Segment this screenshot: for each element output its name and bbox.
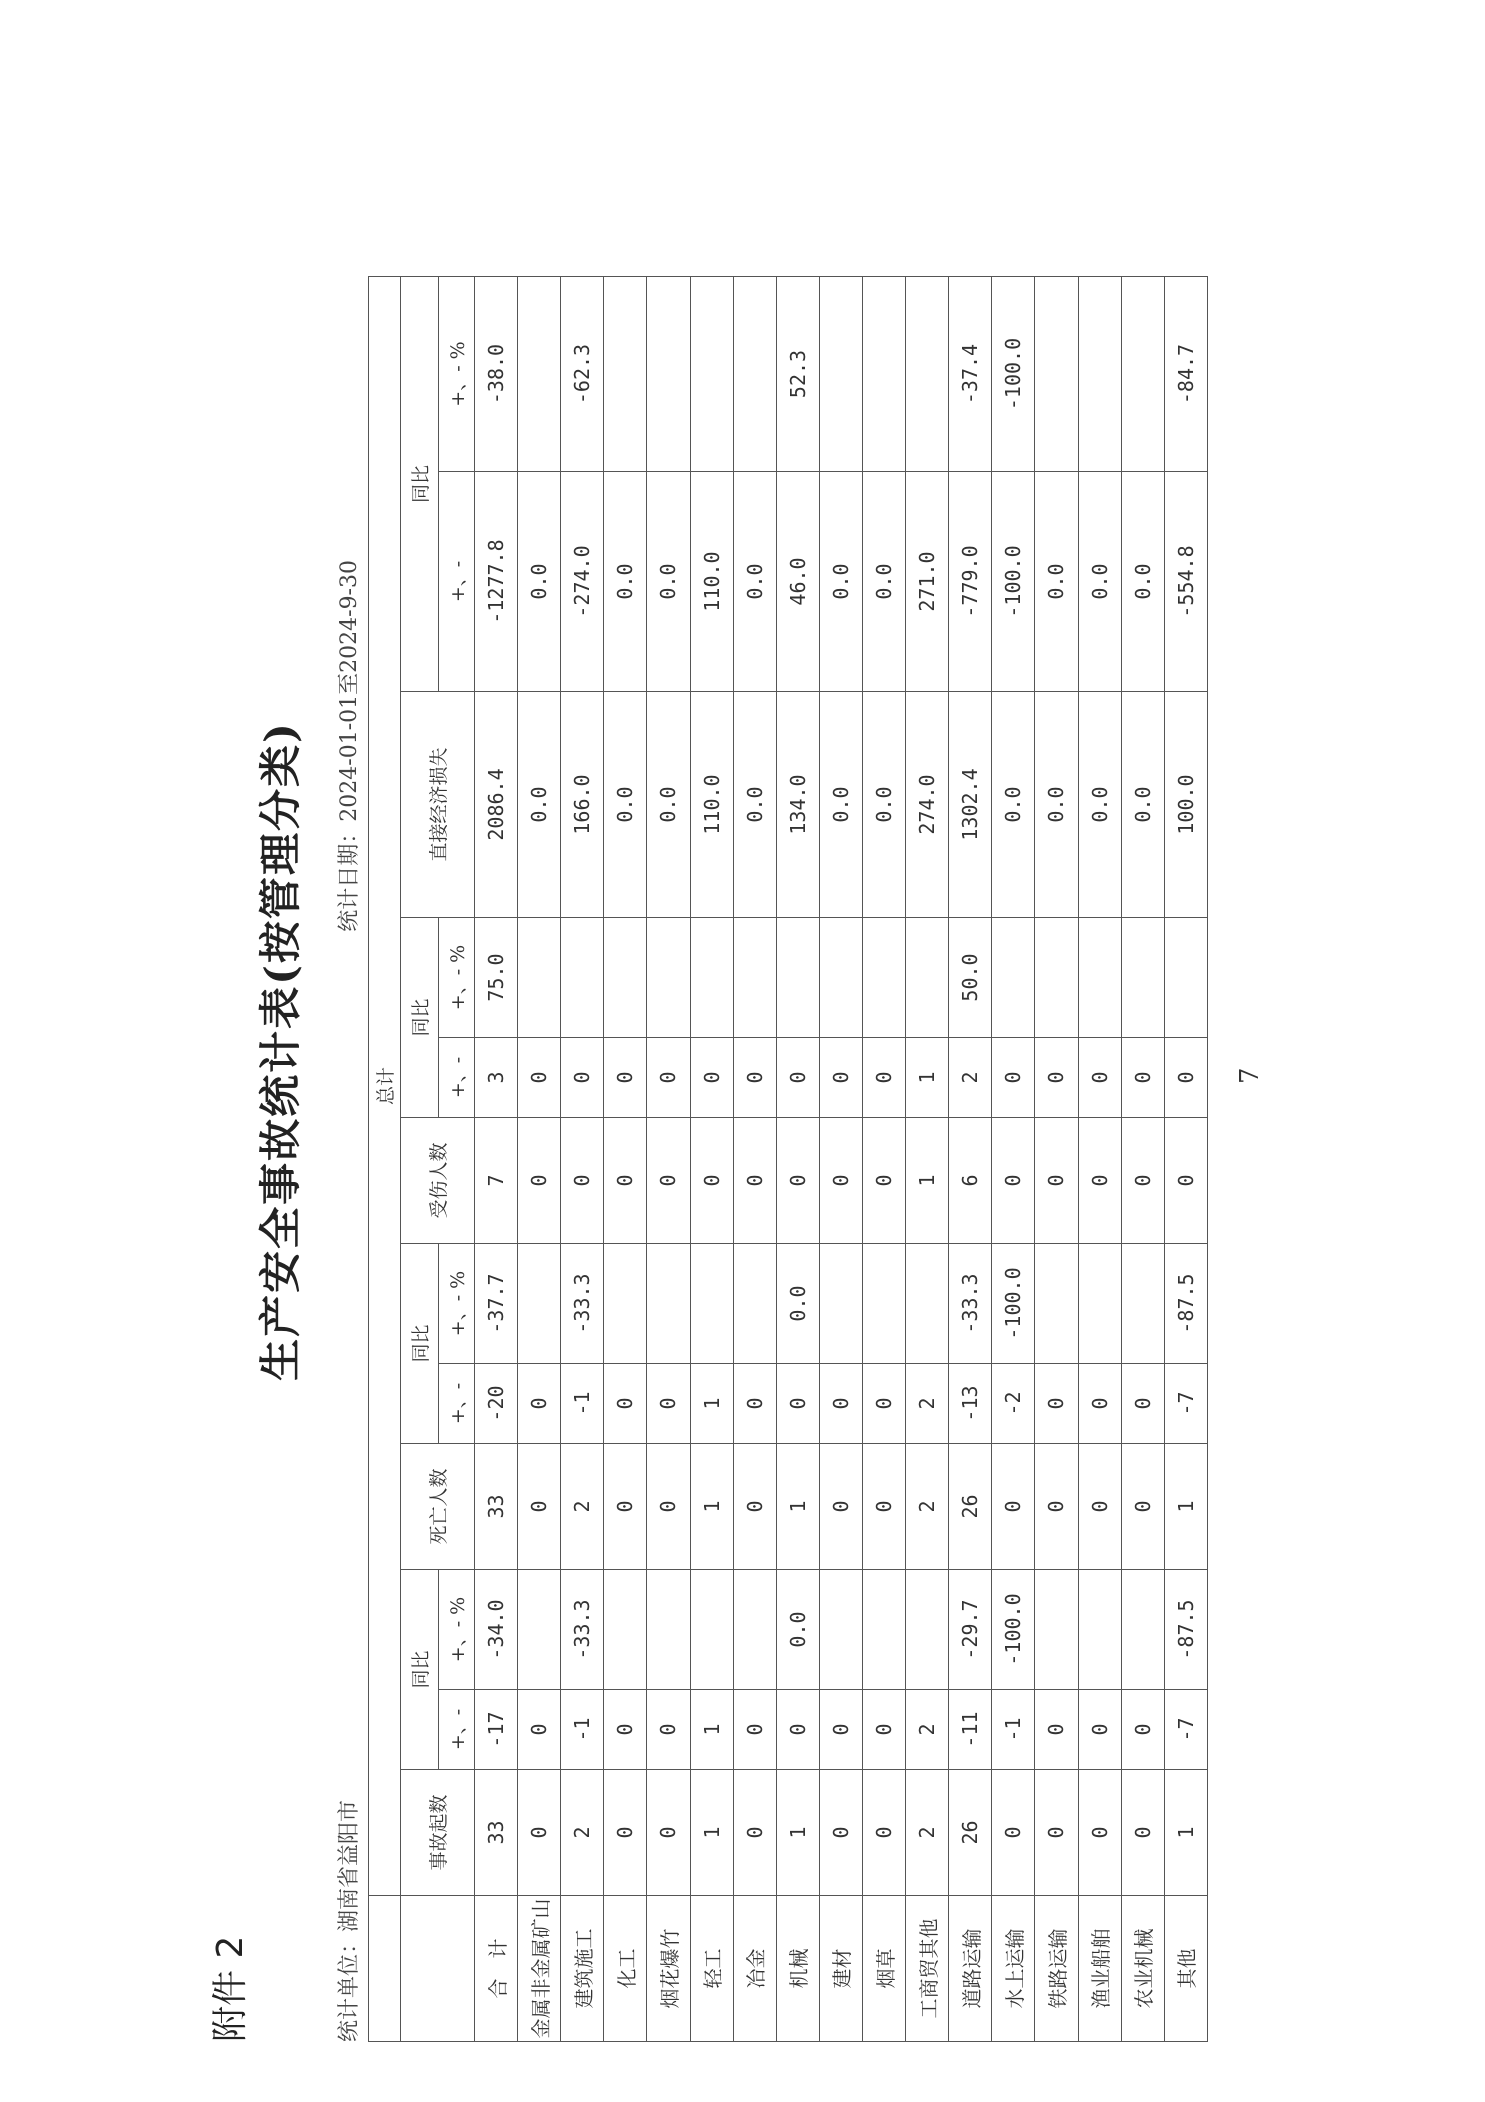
accident-statistics-table: [368, 276, 1208, 2042]
cell-accidents: 0: [862, 1770, 905, 1896]
cell-death-diff: 0: [1035, 1364, 1078, 1444]
cell-accidents: 0: [518, 1770, 561, 1896]
cell-loss: 0.0: [518, 692, 561, 918]
cell-inj-pct: [561, 918, 604, 1038]
header-loss-pct: +、- %: [439, 276, 475, 471]
table-row: [776, 276, 819, 2041]
header-deaths: 死亡人数: [401, 1444, 475, 1570]
cell-inj-pct: [1164, 918, 1207, 1038]
cell-inj-diff: 0: [1164, 1038, 1207, 1118]
cell-deaths: 0: [647, 1444, 690, 1570]
cell-loss: 0.0: [1078, 692, 1121, 918]
cell-accidents: 0: [992, 1770, 1035, 1896]
table-row: [690, 276, 733, 2041]
cell-death-diff: 0: [733, 1364, 776, 1444]
cell-loss-diff: -779.0: [949, 472, 992, 692]
header-injured-yoy: 同比: [401, 918, 439, 1118]
cell-injured: 0: [1035, 1118, 1078, 1244]
cell-inj-pct: [733, 918, 776, 1038]
cell-injured: 1: [906, 1118, 949, 1244]
cell-loss-diff: 110.0: [690, 472, 733, 692]
cell-deaths: 2: [906, 1444, 949, 1570]
cell-category: 机械: [776, 1896, 819, 2042]
cell-loss-pct: [906, 276, 949, 471]
cell-death-diff: 0: [1121, 1364, 1164, 1444]
cell-death-pct: [906, 1244, 949, 1364]
cell-loss-pct: [1121, 276, 1164, 471]
cell-loss-pct: [690, 276, 733, 471]
cell-deaths: 0: [733, 1444, 776, 1570]
cell-inj-pct: 50.0: [949, 918, 992, 1038]
table-row: [906, 276, 949, 2041]
header-accidents: 事故起数: [401, 1770, 475, 1896]
cell-acc-pct: [518, 1570, 561, 1690]
cell-acc-diff: 2: [906, 1690, 949, 1770]
cell-inj-pct: [690, 918, 733, 1038]
cell-death-pct: [819, 1244, 862, 1364]
cell-accidents: 33: [475, 1770, 518, 1896]
cell-death-diff: 0: [518, 1364, 561, 1444]
cell-accidents: 1: [690, 1770, 733, 1896]
table-row: [862, 276, 905, 2041]
cell-inj-diff: 0: [604, 1038, 647, 1118]
cell-loss-pct: [604, 276, 647, 471]
cell-death-pct: -37.7: [475, 1244, 518, 1364]
header-loss-yoy: 同比: [401, 276, 439, 691]
cell-loss: 0.0: [1121, 692, 1164, 918]
cell-deaths: 0: [819, 1444, 862, 1570]
header-corner: [369, 1896, 401, 2042]
cell-accidents: 0: [819, 1770, 862, 1896]
header-inj-pct: +、- %: [439, 918, 475, 1038]
header-death-diff: +、-: [439, 1364, 475, 1444]
cell-category: 合 计: [475, 1896, 518, 2042]
cell-loss-diff: -100.0: [992, 472, 1035, 692]
cell-loss: 2086.4: [475, 692, 518, 918]
cell-inj-pct: [819, 918, 862, 1038]
cell-inj-pct: [604, 918, 647, 1038]
cell-injured: 0: [647, 1118, 690, 1244]
cell-category: 烟草: [862, 1896, 905, 2042]
cell-injured: 0: [1164, 1118, 1207, 1244]
cell-category: 烟花爆竹: [647, 1896, 690, 2042]
cell-loss: 134.0: [776, 692, 819, 918]
cell-loss-pct: -37.4: [949, 276, 992, 471]
cell-category: 渔业船舶: [1078, 1896, 1121, 2042]
cell-inj-diff: 0: [518, 1038, 561, 1118]
cell-death-pct: [1121, 1244, 1164, 1364]
cell-category: 其他: [1164, 1896, 1207, 2042]
cell-loss-pct: [862, 276, 905, 471]
cell-category: 建材: [819, 1896, 862, 2042]
cell-acc-pct: -29.7: [949, 1570, 992, 1690]
cell-death-diff: 0: [819, 1364, 862, 1444]
cell-death-pct: [690, 1244, 733, 1364]
cell-deaths: 1: [776, 1444, 819, 1570]
header-inj-diff: +、-: [439, 1038, 475, 1118]
cell-accidents: 26: [949, 1770, 992, 1896]
cell-death-diff: 1: [690, 1364, 733, 1444]
cell-loss: 0.0: [1035, 692, 1078, 918]
cell-injured: 0: [561, 1118, 604, 1244]
cell-death-pct: -87.5: [1164, 1244, 1207, 1364]
cell-inj-pct: [518, 918, 561, 1038]
table-row: [1121, 276, 1164, 2041]
cell-deaths: 1: [690, 1444, 733, 1570]
cell-acc-pct: -34.0: [475, 1570, 518, 1690]
cell-death-pct: [733, 1244, 776, 1364]
cell-accidents: 0: [1078, 1770, 1121, 1896]
cell-injured: 0: [518, 1118, 561, 1244]
header-accidents-yoy: 同比: [401, 1570, 439, 1770]
table-row: [733, 276, 776, 2041]
cell-inj-pct: [1121, 918, 1164, 1038]
table-body: [475, 276, 1208, 2041]
cell-inj-diff: 0: [776, 1038, 819, 1118]
cell-acc-diff: 0: [862, 1690, 905, 1770]
header-total: 总计: [369, 276, 401, 1895]
cell-accidents: 0: [1035, 1770, 1078, 1896]
cell-loss: 0.0: [992, 692, 1035, 918]
cell-acc-diff: 0: [776, 1690, 819, 1770]
cell-acc-diff: -7: [1164, 1690, 1207, 1770]
cell-loss-diff: 271.0: [906, 472, 949, 692]
cell-loss: 0.0: [604, 692, 647, 918]
cell-acc-pct: [604, 1570, 647, 1690]
cell-deaths: 0: [992, 1444, 1035, 1570]
attachment-label: 附件 2: [210, 1935, 251, 2042]
cell-loss-diff: 0.0: [604, 472, 647, 692]
document-title: 生产安全事故统计表(按管理分类): [256, 721, 305, 1381]
cell-death-diff: 2: [906, 1364, 949, 1444]
cell-loss-diff: 0.0: [733, 472, 776, 692]
statistics-date: 统计日期：2024-01-01至2024-9-30: [337, 560, 362, 932]
cell-acc-diff: 0: [733, 1690, 776, 1770]
cell-loss-diff: 0.0: [862, 472, 905, 692]
cell-inj-diff: 2: [949, 1038, 992, 1118]
cell-injured: 0: [1078, 1118, 1121, 1244]
cell-loss-pct: -84.7: [1164, 276, 1207, 471]
cell-acc-diff: -11: [949, 1690, 992, 1770]
cell-injured: 0: [992, 1118, 1035, 1244]
cell-category: 冶金: [733, 1896, 776, 2042]
cell-acc-pct: [819, 1570, 862, 1690]
cell-loss: 166.0: [561, 692, 604, 918]
cell-deaths: 0: [1121, 1444, 1164, 1570]
cell-acc-diff: 0: [518, 1690, 561, 1770]
cell-inj-pct: 75.0: [475, 918, 518, 1038]
table-row: [1035, 276, 1078, 2041]
cell-death-pct: [647, 1244, 690, 1364]
cell-death-pct: [604, 1244, 647, 1364]
header-loss: 直接经济损失: [401, 692, 475, 918]
cell-deaths: 1: [1164, 1444, 1207, 1570]
header-corner-bottom: [439, 1896, 475, 2042]
cell-loss-diff: 0.0: [1078, 472, 1121, 692]
cell-death-pct: [862, 1244, 905, 1364]
cell-deaths: 0: [518, 1444, 561, 1570]
cell-loss: 100.0: [1164, 692, 1207, 918]
cell-inj-pct: [1035, 918, 1078, 1038]
header-injured: 受伤人数: [401, 1118, 475, 1244]
table-row: [647, 276, 690, 2041]
cell-category: 道路运输: [949, 1896, 992, 2042]
cell-category: 金属非金属矿山: [518, 1896, 561, 2042]
cell-inj-pct: [862, 918, 905, 1038]
cell-injured: 0: [604, 1118, 647, 1244]
cell-category: 化工: [604, 1896, 647, 2042]
cell-deaths: 0: [1035, 1444, 1078, 1570]
cell-death-diff: 0: [776, 1364, 819, 1444]
cell-acc-pct: [690, 1570, 733, 1690]
cell-category: 工商贸其他: [906, 1896, 949, 2042]
cell-acc-pct: [733, 1570, 776, 1690]
cell-loss-pct: -38.0: [475, 276, 518, 471]
cell-death-pct: 0.0: [776, 1244, 819, 1364]
cell-loss-diff: 0.0: [647, 472, 690, 692]
cell-inj-diff: 0: [862, 1038, 905, 1118]
cell-category: 铁路运输: [1035, 1896, 1078, 2042]
cell-acc-pct: [647, 1570, 690, 1690]
cell-inj-pct: [1078, 918, 1121, 1038]
cell-inj-pct: [776, 918, 819, 1038]
page-number: 7: [1235, 1067, 1265, 1084]
cell-acc-diff: -17: [475, 1690, 518, 1770]
cell-loss-diff: -274.0: [561, 472, 604, 692]
cell-accidents: 0: [1121, 1770, 1164, 1896]
cell-death-diff: -1: [561, 1364, 604, 1444]
cell-loss-pct: [518, 276, 561, 471]
cell-inj-diff: 0: [992, 1038, 1035, 1118]
cell-accidents: 0: [604, 1770, 647, 1896]
cell-loss-pct: [819, 276, 862, 471]
cell-acc-diff: 0: [819, 1690, 862, 1770]
cell-injured: 0: [1121, 1118, 1164, 1244]
cell-loss-diff: 46.0: [776, 472, 819, 692]
cell-inj-diff: 0: [561, 1038, 604, 1118]
cell-loss: 0.0: [862, 692, 905, 918]
cell-death-pct: [518, 1244, 561, 1364]
cell-acc-diff: 0: [604, 1690, 647, 1770]
cell-loss-pct: [733, 276, 776, 471]
cell-deaths: 2: [561, 1444, 604, 1570]
header-corner-mid: [401, 1896, 439, 2042]
cell-loss: 1302.4: [949, 692, 992, 918]
cell-injured: 0: [733, 1118, 776, 1244]
cell-death-diff: -13: [949, 1364, 992, 1444]
cell-death-pct: [1078, 1244, 1121, 1364]
cell-loss-pct: 52.3: [776, 276, 819, 471]
header-loss-diff: +、-: [439, 472, 475, 692]
cell-death-diff: -2: [992, 1364, 1035, 1444]
cell-acc-pct: -87.5: [1164, 1570, 1207, 1690]
table-row: [819, 276, 862, 2041]
table-row: [475, 276, 518, 2041]
table-row: [1078, 276, 1121, 2041]
header-death-pct: +、- %: [439, 1244, 475, 1364]
cell-loss-diff: -1277.8: [475, 472, 518, 692]
table-row: [949, 276, 992, 2041]
cell-death-pct: -100.0: [992, 1244, 1035, 1364]
cell-category: 轻工: [690, 1896, 733, 2042]
statistics-unit: 统计单位：湖南省益阳市: [337, 1799, 362, 2042]
cell-loss-pct: [647, 276, 690, 471]
cell-accidents: 0: [647, 1770, 690, 1896]
cell-loss-pct: [1035, 276, 1078, 471]
cell-acc-pct: -33.3: [561, 1570, 604, 1690]
cell-deaths: 33: [475, 1444, 518, 1570]
cell-loss: 0.0: [733, 692, 776, 918]
cell-loss-pct: -100.0: [992, 276, 1035, 471]
cell-accidents: 1: [1164, 1770, 1207, 1896]
cell-loss: 0.0: [647, 692, 690, 918]
cell-injured: 6: [949, 1118, 992, 1244]
cell-loss: 110.0: [690, 692, 733, 918]
cell-acc-diff: -1: [561, 1690, 604, 1770]
cell-death-diff: 0: [647, 1364, 690, 1444]
cell-inj-diff: 0: [1121, 1038, 1164, 1118]
cell-death-diff: 0: [604, 1364, 647, 1444]
cell-accidents: 0: [733, 1770, 776, 1896]
cell-category: 水上运输: [992, 1896, 1035, 2042]
table-row: [604, 276, 647, 2041]
cell-deaths: 26: [949, 1444, 992, 1570]
cell-loss-diff: 0.0: [518, 472, 561, 692]
cell-category: 建筑施工: [561, 1896, 604, 2042]
cell-accidents: 1: [776, 1770, 819, 1896]
cell-inj-diff: 3: [475, 1038, 518, 1118]
cell-deaths: 0: [604, 1444, 647, 1570]
cell-deaths: 0: [862, 1444, 905, 1570]
cell-acc-pct: [1078, 1570, 1121, 1690]
cell-death-diff: -7: [1164, 1364, 1207, 1444]
cell-inj-diff: 0: [690, 1038, 733, 1118]
cell-injured: 0: [862, 1118, 905, 1244]
cell-death-diff: 0: [862, 1364, 905, 1444]
cell-injured: 7: [475, 1118, 518, 1244]
cell-inj-pct: [992, 918, 1035, 1038]
cell-inj-diff: 1: [906, 1038, 949, 1118]
cell-injured: 0: [819, 1118, 862, 1244]
cell-injured: 0: [690, 1118, 733, 1244]
cell-acc-pct: [862, 1570, 905, 1690]
cell-acc-pct: 0.0: [776, 1570, 819, 1690]
cell-accidents: 2: [906, 1770, 949, 1896]
cell-acc-pct: [1121, 1570, 1164, 1690]
cell-deaths: 0: [1078, 1444, 1121, 1570]
table-row: [1164, 276, 1207, 2041]
header-acc-diff: +、-: [439, 1690, 475, 1770]
table-row: [561, 276, 604, 2041]
cell-injured: 0: [776, 1118, 819, 1244]
cell-loss: 274.0: [906, 692, 949, 918]
cell-acc-diff: 0: [1035, 1690, 1078, 1770]
cell-acc-diff: 0: [647, 1690, 690, 1770]
cell-loss-pct: [1078, 276, 1121, 471]
cell-loss-diff: 0.0: [1035, 472, 1078, 692]
header-acc-pct: +、- %: [439, 1570, 475, 1690]
cell-inj-diff: 0: [1035, 1038, 1078, 1118]
cell-acc-diff: 1: [690, 1690, 733, 1770]
table-row: [518, 276, 561, 2041]
header-deaths-yoy: 同比: [401, 1244, 439, 1444]
cell-death-pct: [1035, 1244, 1078, 1364]
cell-accidents: 2: [561, 1770, 604, 1896]
cell-acc-diff: 0: [1121, 1690, 1164, 1770]
cell-inj-diff: 0: [1078, 1038, 1121, 1118]
cell-acc-pct: [1035, 1570, 1078, 1690]
cell-loss: 0.0: [819, 692, 862, 918]
cell-loss-diff: -554.8: [1164, 472, 1207, 692]
cell-loss-diff: 0.0: [1121, 472, 1164, 692]
cell-acc-diff: 0: [1078, 1690, 1121, 1770]
cell-death-pct: -33.3: [561, 1244, 604, 1364]
cell-death-pct: -33.3: [949, 1244, 992, 1364]
cell-loss-pct: -62.3: [561, 276, 604, 471]
cell-acc-pct: -100.0: [992, 1570, 1035, 1690]
cell-acc-diff: -1: [992, 1690, 1035, 1770]
cell-category: 农业机械: [1121, 1896, 1164, 2042]
cell-acc-pct: [906, 1570, 949, 1690]
cell-inj-pct: [647, 918, 690, 1038]
cell-death-diff: 0: [1078, 1364, 1121, 1444]
cell-death-diff: -20: [475, 1364, 518, 1444]
cell-inj-diff: 0: [647, 1038, 690, 1118]
cell-inj-pct: [906, 918, 949, 1038]
cell-loss-diff: 0.0: [819, 472, 862, 692]
cell-inj-diff: 0: [819, 1038, 862, 1118]
cell-inj-diff: 0: [733, 1038, 776, 1118]
table-row: [992, 276, 1035, 2041]
